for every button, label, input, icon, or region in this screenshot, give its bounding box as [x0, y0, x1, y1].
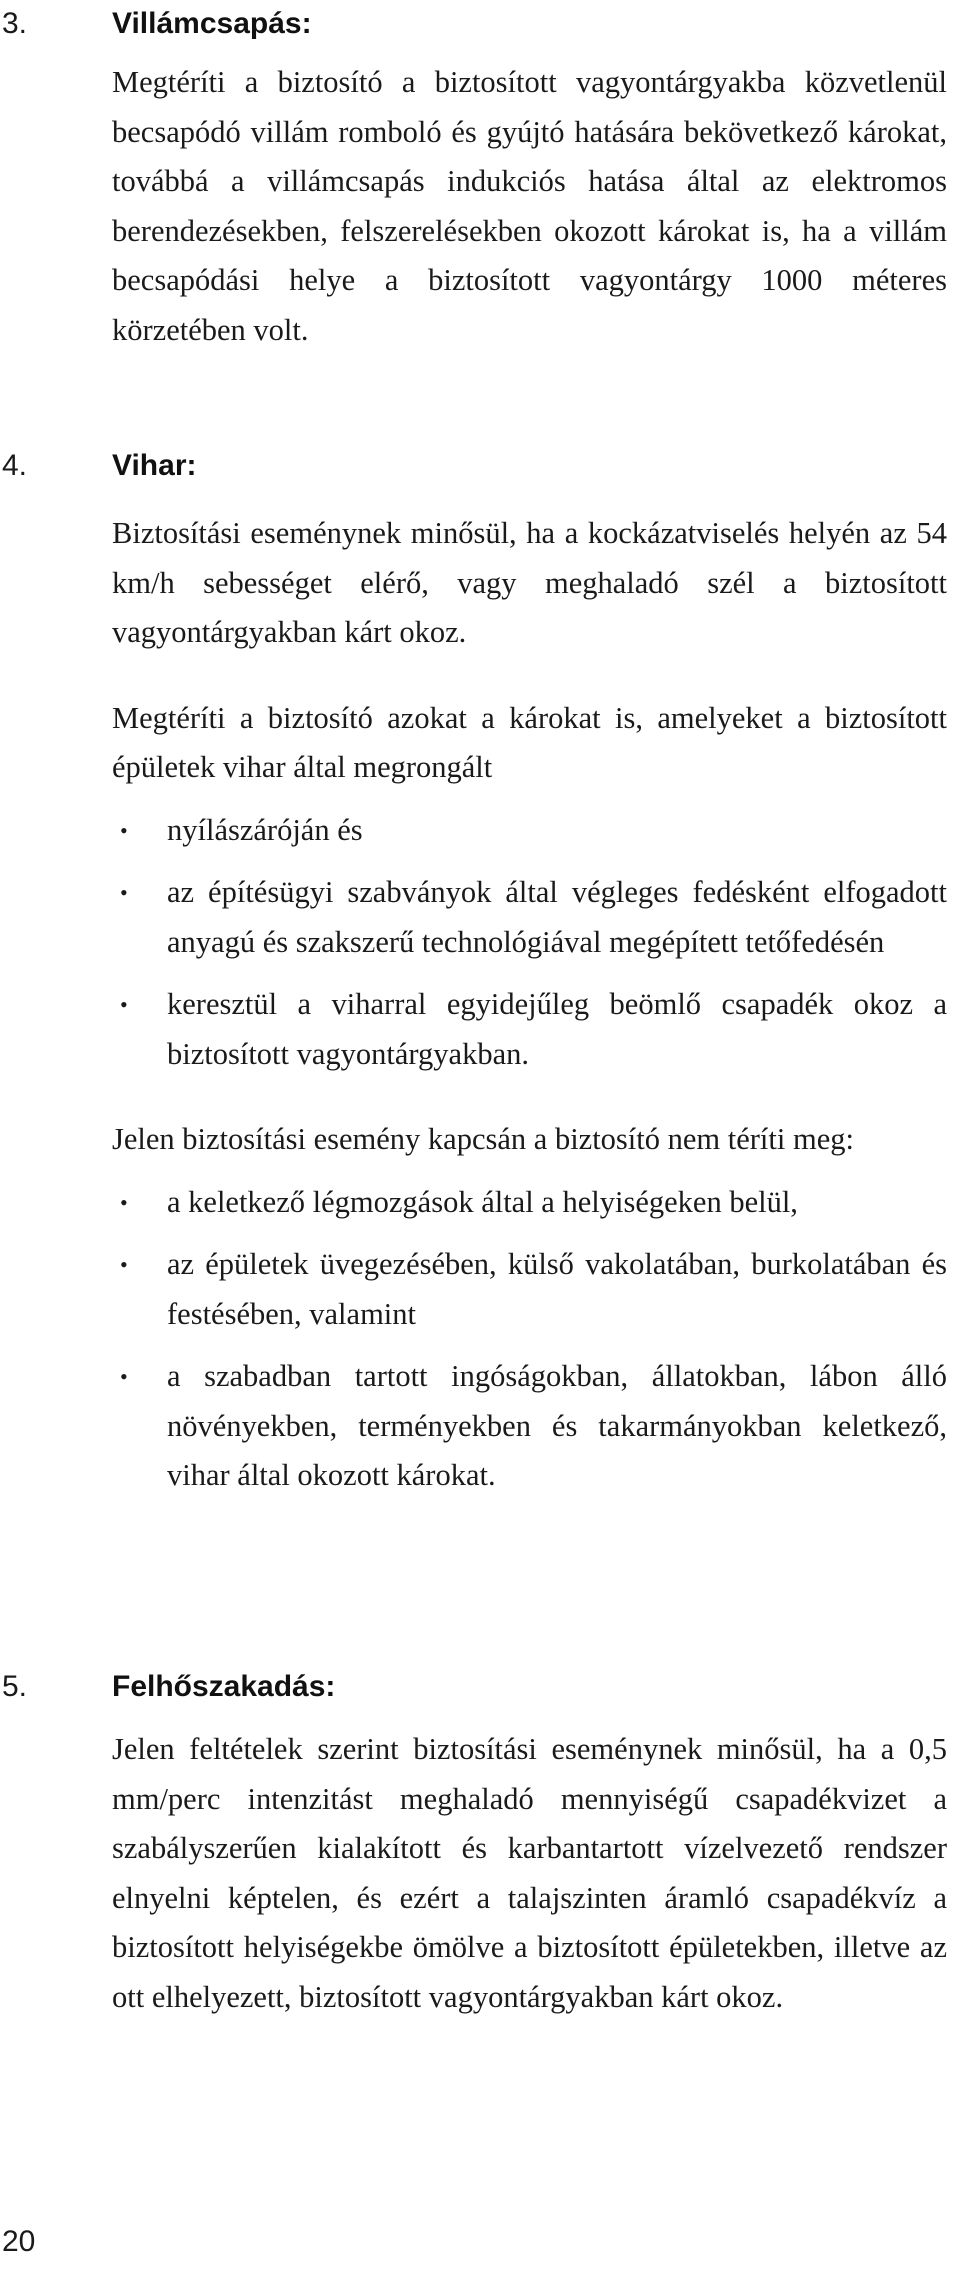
section-paragraph: Megtéríti a biztosító azokat a károkat is, amelyeket a biztosított épületek vihar által megrongált	[112, 700, 947, 784]
list-item	[120, 980, 947, 1079]
section-3	[0, 4, 960, 355]
section-heading	[0, 446, 960, 496]
section-4	[0, 446, 960, 1501]
list-item	[120, 806, 947, 856]
bullet-icon: •	[120, 1364, 128, 1389]
list-item-text: a keletkező légmozgások által a helyiségeken belül,	[167, 1184, 798, 1219]
list-item-text: az épületek üvegezésében, külső vakolatában, burkolatában és festésében, valamint	[167, 1247, 947, 1331]
section-number: 5.	[2, 1670, 28, 1703]
section-heading	[0, 4, 960, 54]
section-paragraph: Jelen biztosítási esemény kapcsán a biztosító nem téríti meg:	[112, 1122, 854, 1156]
list-item-text: az építésügyi szabványok által végleges fedésként elfogadott anyagú és szakszerű technológiával megépített tetőfedésén	[167, 875, 947, 959]
bullet-icon: •	[120, 1189, 128, 1215]
list-item	[120, 868, 947, 967]
section-title: Vihar:	[112, 449, 197, 482]
list-item	[120, 1240, 947, 1339]
section-number: 4.	[2, 449, 28, 482]
list-item-text: nyílászáróján és	[167, 812, 363, 847]
section-paragraph: Jelen feltételek szerint biztosítási eseménynek minősül, ha a 0,5 mm/perc intenzitást meghaladó mennyiségű csapadékvizet a szabályszerűen kialakított és karbantartott vízelvezető rendszer elnyelni képtelen, és ezért a talajszinten áramló csapadékvíz a biztosított helyiségekbe ömölve a biztosított épületekben, illetve az ott elhelyezett, biztosított vagyontárgyakban kárt okoz.	[112, 1732, 947, 2014]
section-heading	[0, 1667, 960, 1717]
bullet-list	[0, 1178, 960, 1501]
bullet-list	[0, 806, 960, 1080]
section-title: Villámcsapás:	[112, 7, 312, 40]
section-paragraph: Megtéríti a biztosító a biztosított vagyontárgyakba közvetlenül becsapódó villám romboló és gyújtó hatására bekövetkező károkat, továbbá a villámcsapás indukciós hatása által az elektromos berendezésekben, felszerelésekben okozott károkat is, ha a villám becsapódási helye a biztosított vagyontárgy 1000 méteres körzetében volt.	[112, 65, 947, 347]
bullet-icon: •	[120, 817, 128, 843]
bullet-icon: •	[120, 992, 128, 1017]
section-title: Felhőszakadás:	[112, 1670, 336, 1703]
bullet-icon: •	[120, 1252, 128, 1277]
section-paragraph: Biztosítási eseménynek minősül, ha a kockázatviselés helyén az 54 km/h sebességet elérő, vagy meghaladó szél a biztosított vagyontárgyakban kárt okoz.	[112, 516, 947, 649]
bullet-icon: •	[120, 880, 128, 905]
list-item	[120, 1352, 947, 1501]
section-number: 3.	[2, 7, 28, 40]
list-item	[120, 1178, 947, 1228]
list-item-text: keresztül a viharral egyidejűleg beömlő csapadék okoz a biztosított vagyontárgyakban.	[167, 987, 947, 1071]
list-item-text: a szabadban tartott ingóságokban, állatokban, lábon álló növényekben, terményekben és takarmányokban keletkező, vihar által okozott károkat.	[167, 1359, 947, 1492]
section-5	[0, 1667, 960, 2022]
page-number: 20	[2, 2225, 36, 2258]
